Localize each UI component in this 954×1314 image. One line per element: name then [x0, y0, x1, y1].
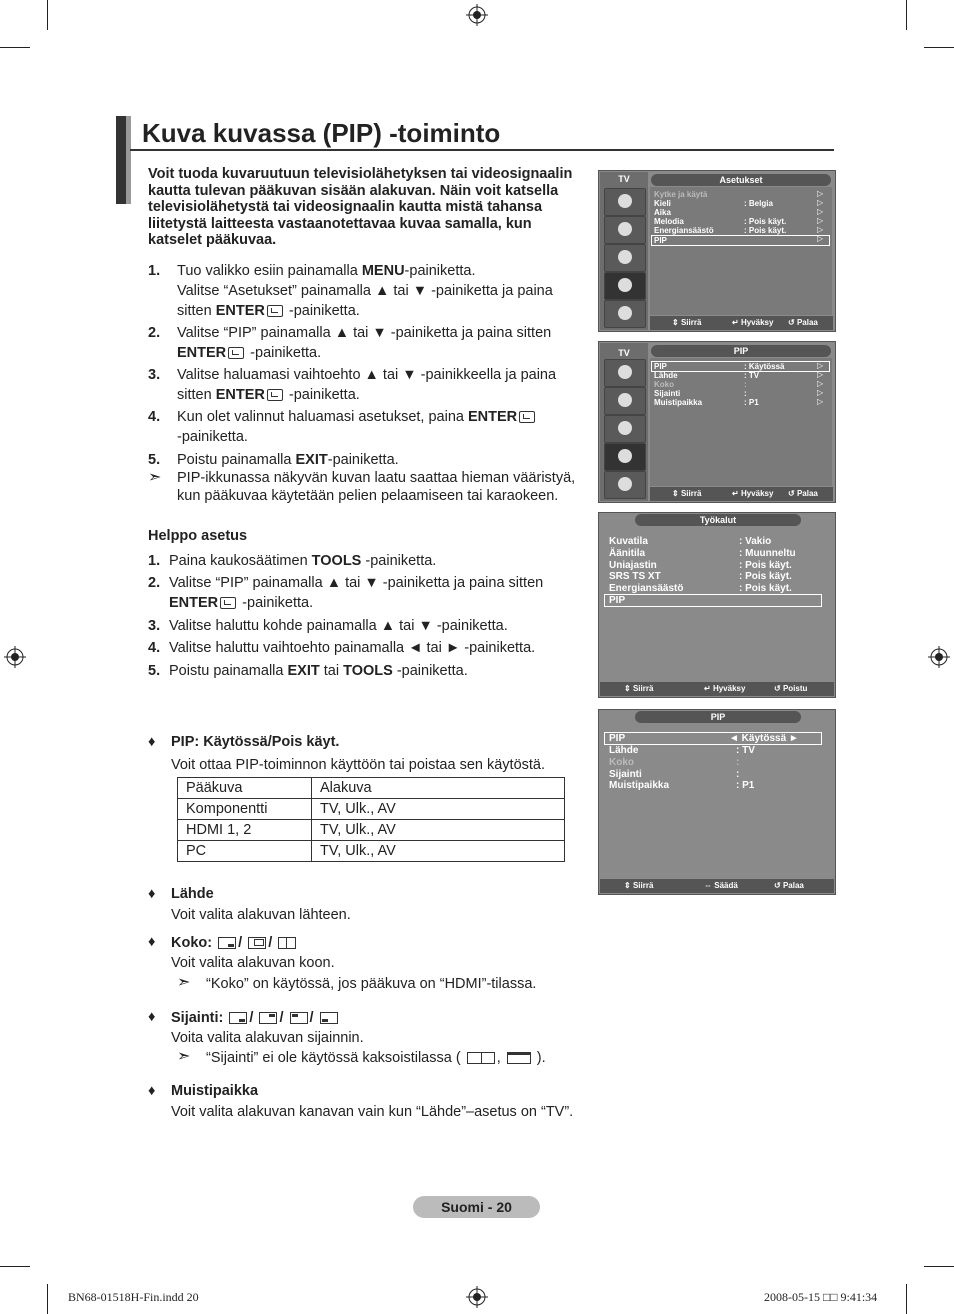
- koko-heading-line: Koko: / /: [171, 933, 298, 953]
- step-3: [148, 365, 588, 405]
- osd-row: Lähde : TV: [609, 745, 755, 756]
- step-text: Kun olet valinnut haluamasi asetukset, paina ENTER -painiketta.: [177, 407, 597, 447]
- setup-icon: [604, 443, 646, 471]
- enter-icon: [220, 597, 236, 609]
- crop-mark: [0, 1266, 30, 1267]
- osd-nav-bar: [650, 316, 833, 330]
- osd-row: Uniajastin : Pois käyt.: [609, 560, 792, 571]
- size-small-icon: [218, 937, 236, 949]
- osd-row: Muistipaikka : P1: [654, 398, 759, 407]
- koko-note: “Koko” on käytössä, jos pääkuva on “HDMI”-tilassa.: [206, 976, 537, 992]
- muisti-heading: Muistipaikka: [171, 1083, 259, 1099]
- note-text: PIP-ikkunassa näkyvän kuvan laatu saattaa hieman vääristyä, kun pääkuvaa käytetään pelien pelaamiseen tai karaokeen.: [177, 470, 576, 504]
- channel-icon: [604, 415, 646, 443]
- setup-icon: [604, 272, 646, 300]
- osd-nav-bar: [650, 487, 833, 501]
- channel-icon: [604, 244, 646, 272]
- osd-pip-menu: [598, 341, 836, 503]
- step-5: [148, 450, 588, 470]
- picture-icon: [604, 188, 646, 216]
- osd-row: PIP: [654, 236, 667, 245]
- crop-mark: [0, 47, 30, 48]
- osd-selection: [604, 594, 822, 607]
- table-row: [178, 778, 565, 799]
- osd-row: Sijainti :: [609, 769, 740, 780]
- osd-row: Aika: [654, 208, 671, 217]
- step-number: 4.: [148, 409, 161, 425]
- size-double-icon: [278, 937, 296, 949]
- pip-heading: PIP: Käytössä/Pois käyt.: [171, 734, 340, 750]
- nav-move: ⇕ Siirrä: [624, 881, 654, 890]
- osd-header: Asetukset: [651, 174, 831, 186]
- osd-row: Melodia : Pois käyt.: [654, 217, 787, 226]
- title-rule: [130, 149, 834, 151]
- double-mode-icon: [467, 1052, 495, 1064]
- nav-return: ↺ Palaa: [788, 489, 818, 498]
- crop-mark: [924, 47, 954, 48]
- osd-sidebar: [600, 343, 648, 501]
- double-mode-icon: [507, 1052, 531, 1064]
- table-cell: Komponentti: [178, 799, 312, 820]
- pip-source-table: [177, 777, 565, 862]
- page-number-badge: Suomi - 20: [413, 1196, 540, 1218]
- osd-tools-menu: [598, 512, 836, 698]
- osd-row: Kieli : Belgia: [654, 199, 773, 208]
- bullet: ♦: [148, 1009, 156, 1025]
- table-cell: TV, Ulk., AV: [312, 820, 565, 841]
- position-top-left-icon: [290, 1012, 308, 1024]
- sound-icon: [604, 387, 646, 415]
- bullet: ♦: [148, 934, 156, 950]
- osd-tv-label: TV: [618, 348, 630, 358]
- nav-move: ⇕ Siirrä: [672, 489, 702, 498]
- easy-step-3: [148, 616, 588, 636]
- osd-row: Sijainti :: [654, 389, 747, 398]
- crop-mark: [906, 1284, 907, 1314]
- table-row: [178, 820, 565, 841]
- registration-mark-icon: [466, 1286, 488, 1308]
- sound-icon: [604, 216, 646, 244]
- osd-row: Energiansäästö : Pois käyt.: [654, 226, 787, 235]
- bullet: ♦: [148, 734, 156, 750]
- enter-icon: [267, 305, 283, 317]
- table-cell: TV, Ulk., AV: [312, 799, 565, 820]
- nav-move: ⇕ Siirrä: [672, 318, 702, 327]
- registration-mark-icon: [466, 4, 488, 26]
- easy-step-5: [148, 661, 588, 681]
- step-text: Valitse haluamasi vaihtoehto ▲ tai ▼ -painikkeella ja paina sitten ENTER -painiketta.: [177, 367, 557, 403]
- step-number: 5.: [148, 452, 161, 468]
- osd-pip-tools-menu: [598, 709, 836, 895]
- input-icon: [604, 471, 646, 499]
- step-number: 5.: [148, 663, 161, 679]
- osd-nav-bar: [600, 682, 834, 696]
- nav-ok: ↵ Hyväksy: [732, 489, 774, 498]
- imprint-left: BN68-01518H-Fin.indd 20: [68, 1290, 199, 1304]
- note-arrow-icon: ➣: [148, 469, 162, 486]
- title-accent-bar: [126, 116, 131, 204]
- step-text: Valitse haluttu kohde painamalla ▲ tai ▼ -painiketta.: [169, 618, 508, 634]
- step-number: 3.: [148, 618, 161, 634]
- imprint-right: 2008-05-15 □□ 9:41:34: [764, 1290, 878, 1304]
- step-2: [148, 323, 588, 363]
- intro-paragraph: Voit tuoda kuvaruutuun televisiolähetyksen tai videosignaalin kautta tulevan pääkuvan sisään alakuvan. Näin voit katsella televisiolähetystä tai videosignaalin kautta mistä tahansa liitetystä laitteesta vastaanotettavaa kuvaa samalla, kun katselet pääkuvaa.: [148, 166, 573, 248]
- registration-mark-icon: [4, 646, 26, 668]
- enter-icon: [228, 347, 244, 359]
- osd-row: Lähde : TV: [654, 371, 760, 380]
- note-arrow-icon: ➣: [177, 1048, 191, 1065]
- position-bottom-right-icon: [229, 1012, 247, 1024]
- osd-header: PIP: [651, 345, 831, 357]
- osd-row: SRS TS XT : Pois käyt.: [609, 571, 792, 582]
- sijainti-note: “Sijainti” ei ole käytössä kaksoistilassa ( , ).: [206, 1050, 546, 1066]
- step-text: Paina kaukosäätimen TOOLS -painiketta.: [169, 553, 437, 569]
- easy-step-1: [148, 551, 588, 571]
- table-cell: PC: [178, 841, 312, 862]
- osd-panel: [650, 187, 832, 315]
- osd-row: PIP: [609, 595, 626, 606]
- step-number: 2.: [148, 575, 161, 591]
- easy-step-4: [148, 638, 588, 658]
- osd-row: Kytke ja käytä: [654, 190, 708, 199]
- step-4: [148, 407, 588, 447]
- osd-header: Työkalut: [635, 514, 801, 526]
- arrow-right-icon: ▷ ▷ ▷ ▷ ▷ ▷: [817, 189, 824, 243]
- step-text: Poistu painamalla EXIT tai TOOLS -painiketta.: [169, 663, 468, 679]
- position-bottom-left-icon: [320, 1012, 338, 1024]
- size-large-icon: [248, 937, 266, 949]
- easy-setup-heading: Helppo asetus: [148, 528, 248, 544]
- step-text: Poistu painamalla EXIT-painiketta.: [177, 452, 399, 468]
- nav-move: ⇕ Siirrä: [624, 684, 654, 693]
- input-icon: [604, 300, 646, 328]
- bullet: ♦: [148, 1083, 156, 1099]
- osd-setup-menu: [598, 170, 836, 332]
- nav-exit: ↺ Poistu: [774, 684, 808, 693]
- osd-selection: [651, 235, 830, 246]
- table-row: [178, 841, 565, 862]
- sijainti-desc: Voita valita alakuvan sijainnin.: [171, 1030, 364, 1046]
- step-number: 3.: [148, 367, 161, 383]
- osd-nav-bar: [600, 879, 834, 893]
- table-cell: TV, Ulk., AV: [312, 841, 565, 862]
- note-arrow-icon: ➣: [177, 974, 191, 991]
- step-number: 1.: [148, 553, 161, 569]
- table-cell: Alakuva: [312, 778, 565, 799]
- step-1: [148, 261, 588, 321]
- bullet: ♦: [148, 886, 156, 902]
- muisti-desc: Voit valita alakuvan kanavan vain kun “Lähde”–asetus on “TV”.: [171, 1104, 574, 1120]
- enter-icon: [519, 411, 535, 423]
- osd-row: Äänitila : Muunneltu: [609, 548, 796, 559]
- table-row: [178, 799, 565, 820]
- osd-row: PIP : Käytössä: [654, 362, 785, 371]
- step-text: Valitse haluttu vaihtoehto painamalla ◄ tai ► -painiketta.: [169, 640, 536, 656]
- lahde-desc: Voit valita alakuvan lähteen.: [171, 907, 351, 923]
- osd-header: PIP: [635, 711, 801, 723]
- osd-row: PIP ◄ Käytössä ►: [609, 733, 799, 744]
- pip-desc: Voit ottaa PIP-toiminnon käyttöön tai poistaa sen käytöstä.: [171, 757, 545, 773]
- nav-return: ↺ Palaa: [774, 881, 804, 890]
- step-number: 1.: [148, 263, 161, 279]
- nav-ok: ↵ Hyväksy: [732, 318, 774, 327]
- arrow-right-icon: ▷ ▷ ▷ ▷ ▷: [817, 361, 824, 406]
- picture-icon: [604, 359, 646, 387]
- sijainti-heading-line: Sijainti: / / /: [171, 1008, 340, 1028]
- step-text: Tuo valikko esiin painamalla MENU-painiketta. Valitse “Asetukset” painamalla ▲ tai ▼ -painiketta ja paina sitten ENTER -painiketta.: [177, 263, 553, 319]
- step-number: 4.: [148, 640, 161, 656]
- easy-step-2: [148, 573, 588, 613]
- osd-row: Kuvatila : Vakio: [609, 536, 772, 547]
- koko-desc: Voit valita alakuvan koon.: [171, 955, 335, 971]
- osd-row: Muistipaikka : P1: [609, 780, 755, 791]
- osd-row: Energiansäästö : Pois käyt.: [609, 583, 792, 594]
- step-number: 2.: [148, 325, 161, 341]
- nav-return: ↺ Palaa: [788, 318, 818, 327]
- enter-icon: [267, 389, 283, 401]
- osd-sidebar: [600, 172, 648, 330]
- crop-mark: [47, 1284, 48, 1314]
- osd-row: Koko :: [654, 380, 747, 389]
- table-cell: Pääkuva: [178, 778, 312, 799]
- lahde-heading: Lähde: [171, 886, 214, 902]
- crop-mark: [924, 1266, 954, 1267]
- table-cell: HDMI 1, 2: [178, 820, 312, 841]
- step-text: Valitse “PIP” painamalla ▲ tai ▼ -painiketta ja paina sitten ENTER -painiketta.: [177, 325, 552, 361]
- nav-ok: ↵ Hyväksy: [704, 684, 746, 693]
- crop-mark: [906, 0, 907, 30]
- position-top-right-icon: [259, 1012, 277, 1024]
- registration-mark-icon: [928, 646, 950, 668]
- page-title: Kuva kuvassa (PIP) -toiminto: [142, 118, 501, 148]
- osd-row: Koko :: [609, 757, 740, 768]
- crop-mark: [47, 0, 48, 30]
- step-text: Valitse “PIP” painamalla ▲ tai ▼ -painiketta ja paina sitten ENTER -painiketta.: [169, 575, 544, 611]
- nav-adjust: ⇔ Säädä: [704, 881, 738, 890]
- osd-tv-label: TV: [618, 174, 630, 184]
